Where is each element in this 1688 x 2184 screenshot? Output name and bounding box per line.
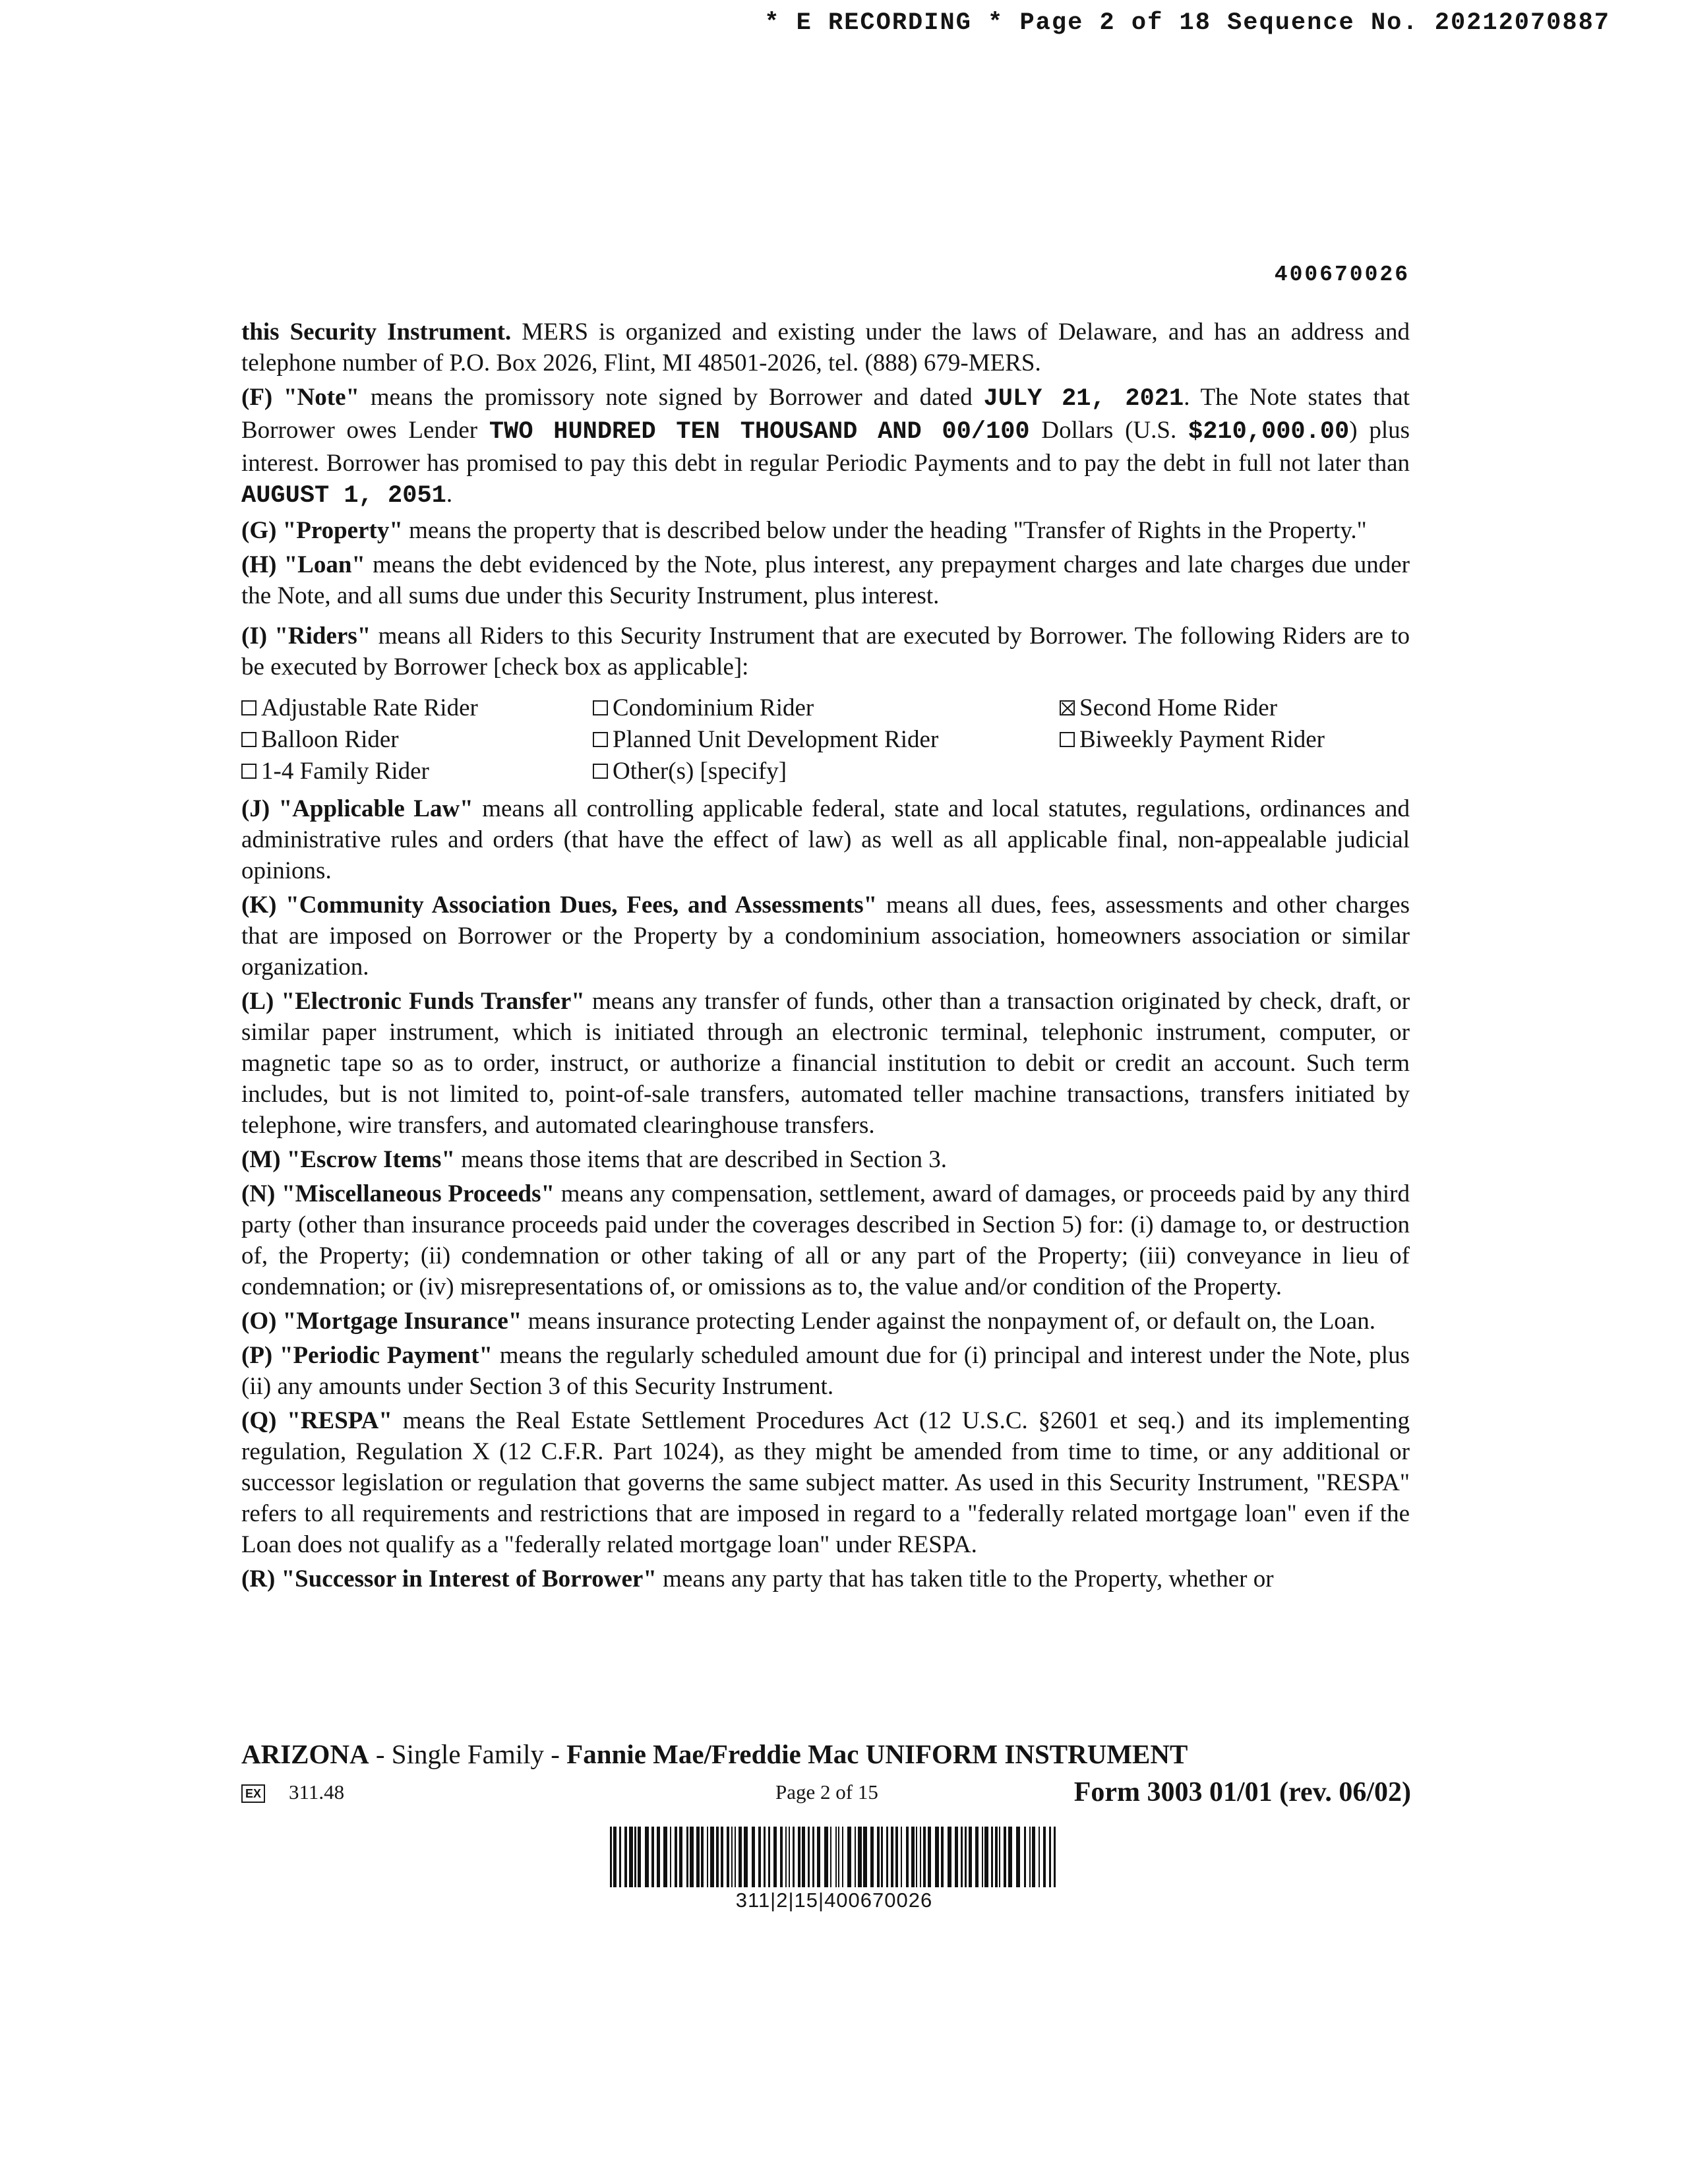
definition-text: means any transfer of funds, other than a transaction originated by check, draft, or similar paper instrument, which is initiated through an electronic terminal, telephonic instrument, computer, or magnetic tape so as to order, instruct, or authorize a financial institution to debit or credit an account. Such term includes, but is not limited to, point-of-sale transfers, automated teller machine transactions, transfers initiated by telephone, wire transfers, and automated clearinghouse transfers. [241,988,1410,1139]
riders-column [241,692,593,787]
definition-label: (O) "Mortgage Insurance" [241,1308,522,1335]
definition-successor [241,1563,1410,1594]
rider-label: Other(s) [specify] [613,757,787,785]
definition-label: (G) "Property" [241,517,403,544]
footer-instrument: Fannie Mae/Freddie Mac UNIFORM INSTRUMENT [566,1739,1188,1769]
rider-item [1060,723,1325,755]
definition-label: (H) "Loan" [241,551,365,578]
definition-text: means all controlling applicable federal, state and local statutes, regulations, ordinances and administrative rules and orders (that have the effect of law) as well as all applicable final, non-appealable judicial opinions. [241,795,1410,884]
definition-text: Dollars (U.S. [1029,417,1188,444]
definition-periodic-payment [241,1340,1410,1402]
recording-header: * E RECORDING * Page 2 of 18 Sequence No. 20212070887 [764,9,1610,37]
checkbox-checked[interactable] [1060,700,1075,715]
rider-label: Second Home Rider [1079,694,1278,721]
definition-label: (P) "Periodic Payment" [241,1342,493,1369]
definition-label: (M) "Escrow Items" [241,1146,455,1173]
checkbox-unchecked[interactable] [241,700,256,715]
definition-label: (Q) "RESPA" [241,1407,392,1434]
rider-item [1060,692,1325,723]
ellie-mae-logo-icon: EX [241,1784,265,1803]
loan-number: 400670026 [1274,262,1410,287]
footer-form-number: Form 3003 01/01 (rev. 06/02) [1073,1777,1411,1807]
rider-label: 1-4 Family Rider [261,757,429,785]
definition-text: . [446,481,453,508]
checkbox-unchecked[interactable] [593,732,608,747]
definition-text: means the Real Estate Settlement Procedures Act (12 U.S.C. §2601 et seq.) and its implementing regulation, Regulation X (12 C.F.R. Part 1024), as they might be amended from time to time, or any additional or successor legislation or regulation that governs the same subject matter. As used in this Security Instrument, "RESPA" refers to all requirements and restrictions that are imposed in regard to a "federally related mortgage loan" even if the Loan does not qualify as a "federally related mortgage loan" under RESPA. [241,1407,1410,1558]
definition-eft [241,986,1410,1141]
rider-item [593,755,1060,787]
definition-note [241,382,1410,512]
checkbox-unchecked[interactable] [593,700,608,715]
rider-item [241,723,593,755]
rider-item [593,723,1060,755]
definition-label: (K) "Community Association Dues, Fees, and Assessments" [241,892,878,919]
footer-title [241,1738,1188,1770]
definition-label: (L) "Electronic Funds Transfer" [241,988,585,1015]
definition-text: means any party that has taken title to the Property, whether or [656,1565,1274,1592]
rider-label: Balloon Rider [261,725,399,753]
continuation-text: MERS is organized and existing under the laws of Delaware, and has an address and telephone number of P.O. Box 2026, Flint, MI 48501-2026, tel. (888) 679-MERS. [241,318,1410,377]
maturity-date: AUGUST 1, 2051 [241,482,446,510]
footer-page-number: Page 2 of 15 [775,1780,878,1804]
rider-label: Planned Unit Development Rider [613,725,939,753]
definition-text: means the debt evidenced by the Note, plus interest, any prepayment charges and late charges due under the Note, and all sums due under this Security Instrument, plus interest. [241,551,1410,609]
definition-text: . The Note states that Borrower owes Lender [241,384,1410,444]
definition-label: (I) "Riders" [241,622,371,650]
riders-column [1060,692,1325,787]
rider-item [593,692,1060,723]
checkbox-unchecked[interactable] [593,764,608,779]
barcode-icon [610,1827,1058,1887]
definition-text: ) plus interest. Borrower has promised to pay this debt in regular Periodic Payments and to pay the debt in full not later than [241,417,1410,477]
definition-text: means all dues, fees, assessments and other charges that are imposed on Borrower or the Property by a condominium association, homeowners association or similar organization. [241,892,1410,981]
definition-text: means the property that is described below under the heading "Transfer of Rights in the Property." [402,517,1367,544]
footer-separator: - Single Family - [369,1739,567,1769]
definition-riders [241,621,1410,682]
definition-mortgage-insurance [241,1306,1410,1337]
footer-form-code: 311.48 [289,1780,345,1804]
definition-label: (N) "Miscellaneous Proceeds" [241,1180,555,1207]
footer-state: ARIZONA [241,1739,369,1769]
definition-text: means insurance protecting Lender against the nonpayment of, or default on, the Loan. [522,1308,1375,1335]
definition-community-dues [241,890,1410,983]
rider-label: Condominium Rider [613,694,814,721]
riders-checklist [241,692,1410,787]
checkbox-unchecked[interactable] [1060,732,1075,747]
footer-info [241,1776,1411,1812]
definition-property [241,515,1410,546]
document-body [241,317,1410,1598]
definition-text: means the regularly scheduled amount due for (i) principal and interest under the Note, plus (ii) any amounts under Section 3 of this Security Instrument. [241,1342,1410,1400]
definition-text: means any compensation, settlement, award of damages, or proceeds paid by any third party (other than insurance proceeds paid under the coverages described in Section 5) for: (i) damage to, or destruction of, the Property; (ii) condemnation or other taking of all or any part of the Property; (iii) conveyance in lieu of condemnation; or (iv) misrepresentations of, or omissions as to, the value and/or condition of the Property. [241,1180,1410,1300]
checkbox-unchecked[interactable] [241,732,256,747]
definition-text: means all Riders to this Security Instrument that are executed by Borrower. The following Riders are to be executed by Borrower [check box as applicable]: [241,622,1410,681]
rider-label: Adjustable Rate Rider [261,694,478,721]
note-date: JULY 21, 2021 [983,385,1184,413]
definition-escrow-items [241,1144,1410,1175]
checkbox-unchecked[interactable] [241,764,256,779]
definition-misc-proceeds [241,1178,1410,1302]
riders-column [593,692,1060,787]
continuation-bold: this Security Instrument. [241,318,512,346]
definition-label: (R) "Successor in Interest of Borrower" [241,1565,657,1592]
rider-item [241,692,593,723]
rider-label: Biweekly Payment Rider [1079,725,1325,753]
note-amount: $210,000.00 [1188,418,1350,446]
definition-text: means the promissory note signed by Borrower and dated [359,384,984,411]
continuation-paragraph [241,317,1410,379]
definition-label: (J) "Applicable Law" [241,795,473,822]
rider-item [241,755,593,787]
note-amount-words: TWO HUNDRED TEN THOUSAND AND 00/100 [489,418,1030,446]
definition-label: (F) "Note" [241,384,360,411]
barcode-text: 311|2|15|400670026 [735,1889,933,1912]
definition-applicable-law [241,793,1410,886]
definition-text: means those items that are described in Section 3. [455,1146,947,1173]
definition-loan [241,549,1410,611]
definition-respa [241,1405,1410,1560]
